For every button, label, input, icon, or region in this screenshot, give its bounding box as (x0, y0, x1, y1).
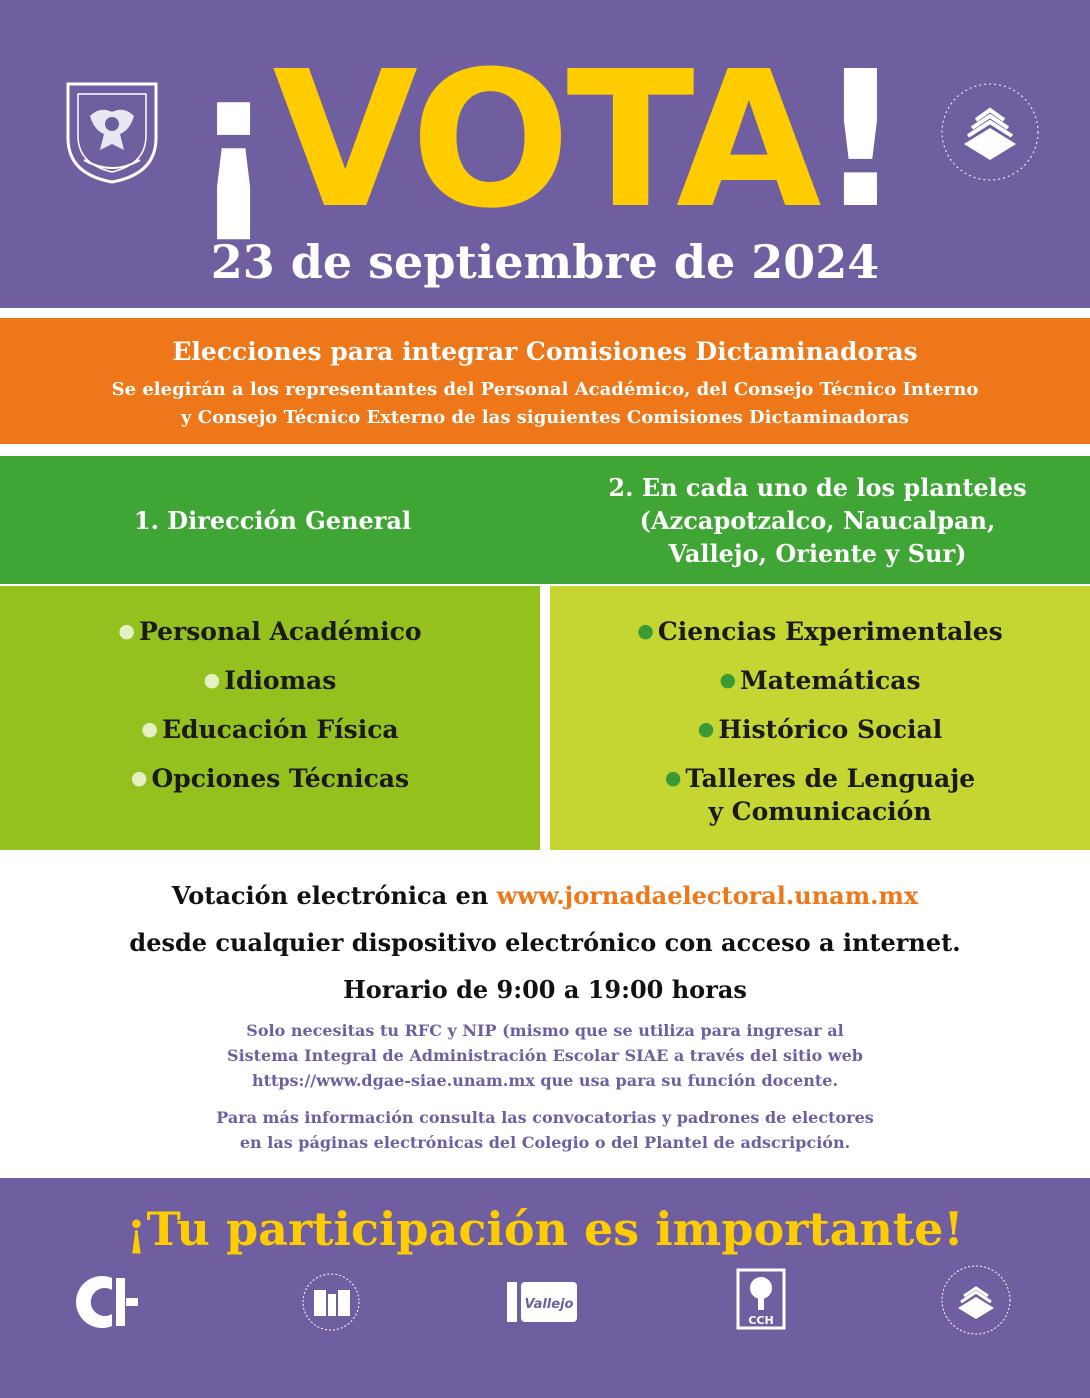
voting-url-link[interactable]: www.jornadaelectoral.unam.mx (496, 881, 919, 910)
planteles-heading (545, 456, 1090, 584)
planteles-heading-line-1: 2. En cada uno de los planteles (608, 472, 1027, 502)
list-item-continuation: y Comunicación (708, 797, 932, 826)
bullet-icon: ● (141, 718, 158, 740)
election-date: 23 de septiembre de 2024 (210, 235, 880, 289)
bullet-icon: ● (130, 767, 148, 789)
election-description-line-1: Se elegirán a los representantes del Personal Académico, del Consejo Técnico Interno (111, 379, 979, 400)
list-item: ● Personal Académico (118, 617, 422, 646)
bullet-icon: ● (637, 620, 654, 642)
planteles-heading-line-3: Vallejo, Oriente y Sur) (668, 538, 967, 568)
cch-azcapotzalco-logo-icon (76, 1272, 140, 1332)
footer-band (0, 1178, 1090, 1398)
direccion-general-heading: 1. Dirección General (133, 505, 412, 535)
cch-book-icon (938, 80, 1042, 184)
cch-vallejo-logo-icon (505, 1272, 579, 1332)
siae-url-link[interactable]: https://www.dgae-siae.unam.mx que usa para su función docente. (251, 1071, 839, 1090)
voting-line-1 (0, 872, 1090, 919)
notes (0, 1018, 1090, 1167)
list-item: ● Opciones Técnicas (130, 764, 410, 793)
voting-line-2: desde cualquier dispositivo electrónico con acceso a internet. (129, 928, 961, 957)
note-more-info: Para más información consulta las convocatorias y padrones de electores en las páginas electrónicas del Colegio o del Plantel de adscripción. (216, 1108, 874, 1152)
election-title: Elecciones para integrar Comisiones Dictaminadoras (172, 337, 918, 366)
bullet-icon: ● (118, 620, 135, 642)
cch-sur-logo-icon (940, 1264, 1012, 1336)
list-item: ● Idiomas (203, 666, 337, 695)
commissions-header-band (0, 456, 1090, 584)
cch-naucalpan-logo-icon (298, 1272, 364, 1332)
election-description (0, 376, 1090, 432)
direccion-general-list (0, 586, 540, 850)
open-exclamation: ¡ (190, 31, 273, 250)
planteles-list (550, 586, 1090, 850)
vota-headline (0, 31, 1090, 250)
bullet-icon: ● (719, 669, 737, 691)
note-credentials: Solo necesitas tu RFC y NIP (mismo que se utiliza para ingresar al Sistema Integral de Administración Escolar SIAE a través del sitio web https://www.dgae-siae.unam.mx que usa para su función docente. (227, 1021, 863, 1090)
election-intro-band (0, 318, 1090, 444)
voting-info (0, 872, 1090, 1013)
header-band (0, 0, 1090, 308)
bullet-icon: ● (203, 669, 221, 691)
list-item: ● Talleres de Lenguaje (664, 764, 976, 793)
list-item: ● Ciencias Experimentales (637, 617, 1003, 646)
list-item: ● Matemáticas (719, 666, 921, 695)
planteles-heading-line-2: (Azcapotzalco, Naucalpan, (639, 505, 996, 535)
cch-oriente-logo-icon (736, 1268, 786, 1330)
vallejo-logo-text: Vallejo (524, 1297, 574, 1312)
close-exclamation: ! (817, 31, 900, 250)
bullet-icon: ● (664, 767, 682, 789)
election-description-line-2: y Consejo Técnico Externo de las siguientes Comisiones Dictaminadoras (181, 407, 909, 428)
voting-hours: Horario de 9:00 a 19:00 horas (343, 975, 747, 1004)
bullet-icon: ● (697, 718, 715, 740)
vota-word: VOTA (272, 31, 818, 250)
voting-prefix: Votación electrónica en (171, 881, 489, 910)
list-item: ● Educación Física (141, 715, 399, 744)
list-item: ● Histórico Social (697, 715, 943, 744)
participation-slogan: ¡Tu participación es importante! (126, 1202, 964, 1256)
oriente-logo-text: CCH (748, 1314, 774, 1327)
